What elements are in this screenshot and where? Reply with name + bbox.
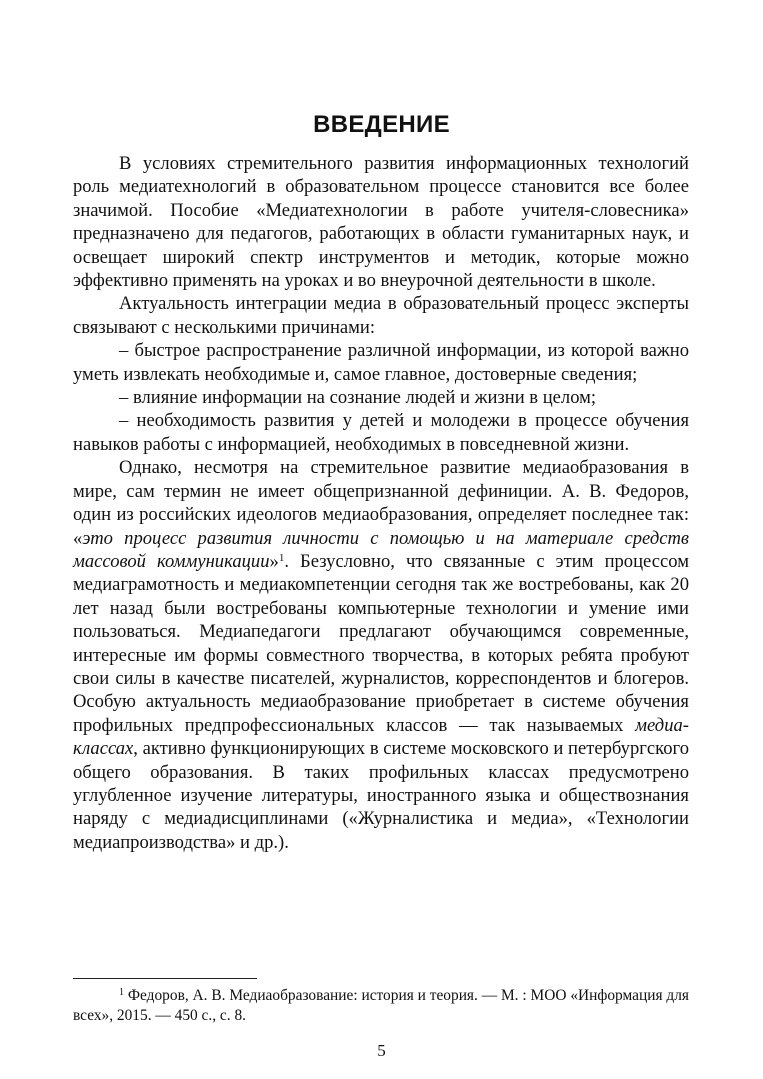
paragraph-intro: В условиях стремительного развития информационных технологий роль медиатехнологий в образовательном процессе становится все более значимой. Пособие «Медиатехнологии в работе учителя-словесника» предназначено для педагогов, работающих в области гуманитарных наук, и освещает широкий спектр инструментов и методик, которые можно эффективно применять на уроках и во внеурочной деятельности в школе.	[73, 153, 689, 292]
page-number: 5	[377, 1041, 386, 1060]
paragraph-relevance: Актуальность интеграции медиа в образовательный процесс эксперты связывают с несколькими причинами:	[73, 293, 689, 338]
footnote-reference[interactable]: 1	[278, 551, 285, 564]
footnote	[73, 986, 689, 1026]
body-text	[73, 152, 689, 854]
definition-text-start: Однако, несмотря на стремительное развитие медиаобразования в мире, сам термин не имеет общепризнанной дефиниции. А. В. Федоров, один из российских идеологов медиаобразования, определяет последнее так: «	[73, 457, 689, 549]
list-item-skills: – необходимость развития у детей и молодежи в процессе обучения навыков работы с информацией, необходимых в повседневной жизни.	[73, 410, 689, 455]
footnote-number: 1	[119, 987, 124, 998]
list-item-influence: – влияние информации на сознание людей и жизни в целом;	[119, 387, 597, 409]
quote-close: »	[269, 550, 279, 572]
footnote-divider	[73, 978, 257, 979]
media-classes-term: медиаклассах	[73, 714, 689, 760]
definition-quote: это процесс развития личности с помощью и на материале средств массовой коммуникации	[73, 527, 689, 572]
page-title: ВВЕДЕНИЕ	[313, 111, 450, 138]
list-item-rapid-spread: – быстрое распространение различной информации, из которой важно уметь извлекать необходимые и, самое главное, достоверные сведения;	[73, 340, 689, 385]
footnote-text: Федоров, А. В. Медиаобразование: история и теория. — М. : МОО «Информация для всех», 2015. — 450 с., с. 8.	[73, 987, 689, 1024]
definition-text-end: , активно функционирующих в системе московского и петербургского общего образования. В таких профильных классах предусмотрено углубленное изучение литературы, иностранного языка и обществознания наряду с медиадисциплинами («Журналистика и медиа», «Технологии медиапроизводства» и др.).	[73, 738, 689, 853]
definition-text-middle: . Безусловно, что связанные с этим процессом медиаграмотность и медиакомпетенции сегодня так же востребованы, как 20 лет назад были востребованы компьютерные технологии и умение ими пользоваться. Медиапедагоги предлагают обучающимся современные, интересные им формы совместного творчества, в которых ребята пробуют свои силы в качестве писателей, журналистов, корреспондентов и блогеров. Особую актуальность медиаобразование приобретает в системе обучения профильных предпрофессиональных классов — так называемых	[73, 550, 689, 736]
paragraph-definition	[73, 456, 689, 854]
